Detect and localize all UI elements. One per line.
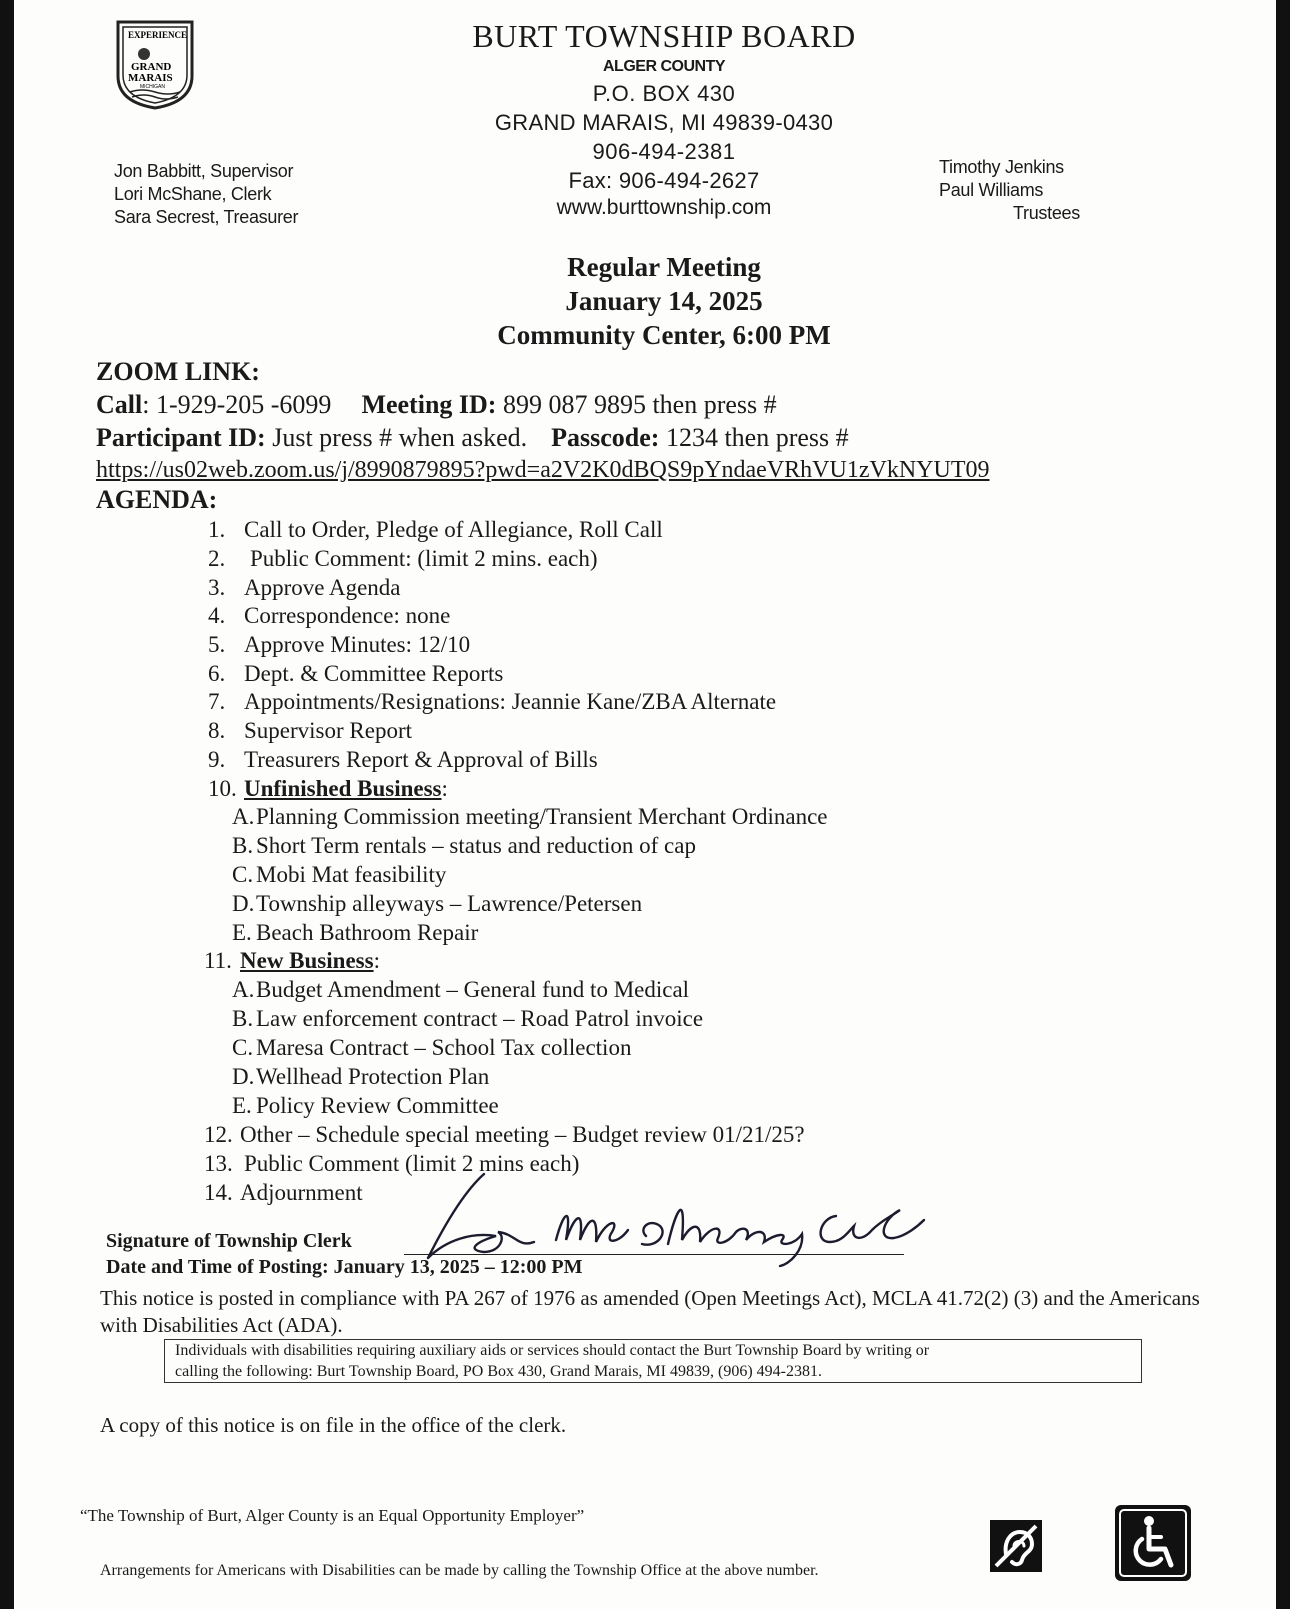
- unfinished-subitem: E. Beach Bathroom Repair: [232, 920, 479, 945]
- unfinished-subitem: D.Township alleyways – Lawrence/Petersen: [232, 891, 643, 916]
- passcode-value: 1234 then press #: [659, 423, 849, 452]
- agenda-item: 8. Supervisor Report: [208, 718, 413, 743]
- zoom-block: [96, 355, 989, 487]
- ada-notice-line: calling the following: Burt Township Board, PO Box 430, Grand Marais, MI 49839, (906) 494-2381.: [175, 1363, 822, 1380]
- logo-name-2: MARAIS: [128, 72, 173, 84]
- agenda-item-new-business: 11. New Business:: [204, 948, 380, 973]
- unfinished-subitem: C. Mobi Mat feasibility: [232, 862, 447, 887]
- zoom-heading: ZOOM LINK:: [96, 357, 260, 386]
- meeting-id-value: 899 087 9895 then press #: [496, 390, 777, 419]
- ada-notice-line: Individuals with disabilities requiring auxiliary aids or services should contact the Burt Township Board by writing or: [175, 1342, 930, 1359]
- city-line: GRAND MARAIS, MI 49839-0430: [494, 110, 834, 135]
- equal-opportunity-statement: “The Township of Burt, Alger County is an Equal Opportunity Employer”: [80, 1506, 585, 1525]
- officer-clerk: Lori McShane, Clerk: [114, 184, 272, 204]
- phone-line: 906-494-2381: [592, 139, 736, 164]
- posting-date-time: Date and Time of Posting: January 13, 2025 – 12:00 PM: [106, 1256, 583, 1278]
- officers-list: [114, 160, 298, 229]
- ada-notice-box: [164, 1339, 1142, 1383]
- agenda-heading: AGENDA:: [96, 485, 218, 514]
- website-link[interactable]: www.burttownship.com: [556, 196, 772, 219]
- passcode-label: Passcode:: [551, 423, 660, 452]
- participant-value: Just press # when asked.: [265, 423, 528, 452]
- new-business-subitem: A.Budget Amendment – General fund to Medical: [232, 977, 690, 1002]
- logo-name-1: GRAND: [131, 61, 172, 73]
- new-business-subitem: E. Policy Review Committee: [232, 1093, 499, 1118]
- agenda-item: 5. Approve Minutes: 12/10: [208, 632, 471, 657]
- po-box-line: P.O. BOX 430: [592, 81, 736, 106]
- agenda-item-unfinished-business: 10. Unfinished Business:: [208, 776, 448, 801]
- agenda-item: 3. Approve Agenda: [208, 575, 401, 600]
- trustee-name: Paul Williams: [939, 180, 1044, 200]
- meeting-type: Regular Meeting: [567, 252, 761, 282]
- trustee-name: Timothy Jenkins: [939, 157, 1064, 177]
- officer-treasurer: Sara Secrest, Treasurer: [114, 207, 299, 227]
- hearing-assistance-icon: [990, 1520, 1042, 1572]
- agenda-item: 7. Appointments/Resignations: Jeannie Kane/ZBA Alternate: [208, 689, 777, 714]
- agenda-item: 13. Public Comment (limit 2 mins each): [204, 1151, 580, 1176]
- logo-top-text: EXPERIENCE: [128, 30, 188, 40]
- meeting-block: [314, 250, 1014, 352]
- compliance-statement: This notice is posted in compliance with PA 267 of 1976 as amended (Open Meetings Act), MCLA 41.72(2) (3) and the Americans with Disabilities Act (ADA).: [100, 1286, 1200, 1337]
- signature-label: Signature of Township Clerk: [106, 1230, 352, 1252]
- meeting-location: Community Center, 6:00 PM: [497, 320, 831, 350]
- grand-marais-badge-icon: [114, 18, 196, 110]
- fax-line: Fax: 906-494-2627: [568, 168, 760, 193]
- trustees-label: Trustees: [1013, 203, 1080, 223]
- call-label: Call: [96, 390, 143, 419]
- new-business-subitem: B. Law enforcement contract – Road Patrol invoice: [232, 1006, 704, 1031]
- meeting-date: January 14, 2025: [565, 286, 763, 316]
- agenda-item: 6. Dept. & Committee Reports: [208, 661, 504, 686]
- ada-arrangements-note: Arrangements for Americans with Disabilities can be made by calling the Township Office at the above number.: [100, 1562, 819, 1579]
- participant-label: Participant ID:: [96, 423, 266, 452]
- new-business-subitem: C. Maresa Contract – School Tax collection: [232, 1035, 632, 1060]
- agenda-item: 4. Correspondence: none: [208, 603, 451, 628]
- wheelchair-access-icon: [1115, 1505, 1191, 1581]
- meeting-id-label: Meeting ID:: [361, 390, 497, 419]
- zoom-url-link[interactable]: https://us02web.zoom.us/j/8990879895?pwd=a2V2K0dBQS9pYndaeVRhVU1zVkNYUT09: [96, 457, 990, 483]
- agenda-item: 14. Adjournment: [204, 1180, 363, 1205]
- agenda-item: 1. Call to Order, Pledge of Allegiance, Roll Call: [208, 517, 663, 542]
- officer-supervisor: Jon Babbitt, Supervisor: [114, 161, 294, 181]
- logo-state: MICHIGAN: [140, 84, 165, 90]
- new-business-subitem: D.Wellhead Protection Plan: [232, 1064, 490, 1089]
- agenda-item: 2. Public Comment: (limit 2 mins. each): [208, 546, 598, 571]
- county-line: ALGER COUNTY: [603, 58, 725, 75]
- clerk-signature: [406, 1170, 926, 1270]
- unfinished-subitem: A.Planning Commission meeting/Transient Merchant Ordinance: [232, 804, 828, 829]
- unfinished-subitem: B. Short Term rentals – status and reduction of cap: [232, 833, 696, 858]
- agenda-page: [14, 0, 1276, 1609]
- agenda-item: 9. Treasurers Report & Approval of Bills: [208, 747, 598, 772]
- call-number: : 1-929-205 -6099: [142, 390, 332, 419]
- agenda-item: 12. Other – Schedule special meeting – Budget review 01/21/25?: [204, 1122, 805, 1147]
- trustees-list: [939, 156, 1080, 225]
- township-title: BURT TOWNSHIP BOARD: [472, 18, 856, 54]
- copy-notice: A copy of this notice is on file in the office of the clerk.: [100, 1413, 567, 1437]
